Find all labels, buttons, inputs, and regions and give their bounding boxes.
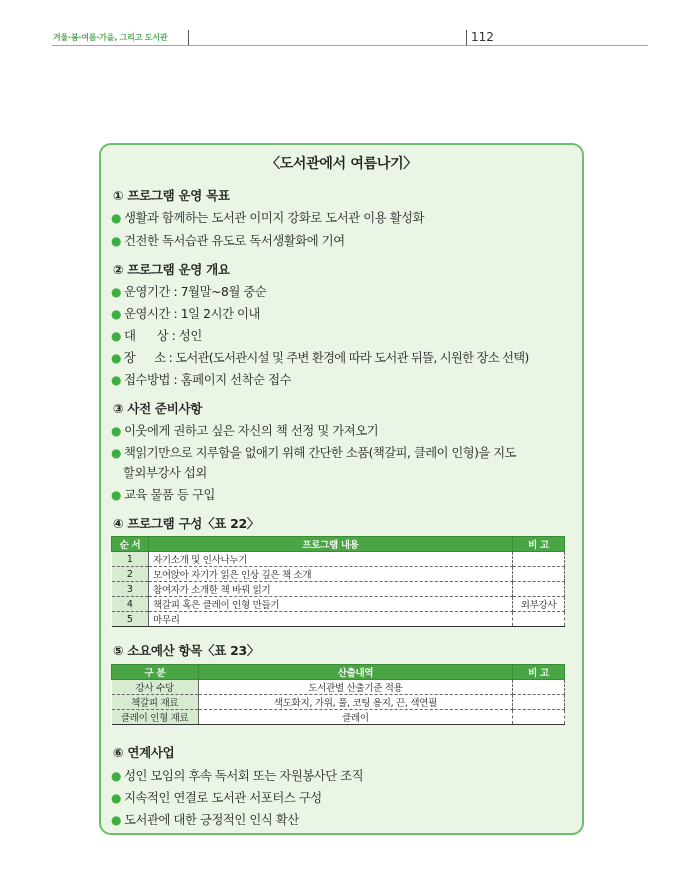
header-divider [188, 30, 189, 46]
table-row [112, 612, 565, 627]
list-item: ● 도서관에 대한 긍정적인 인식 확산 [111, 813, 299, 827]
list-item: ● 대 상 : 성인 [111, 329, 202, 343]
program-table [111, 536, 565, 627]
list-item: ● 장 소 : 도서관(도서관시설 및 주변 환경에 따라 도서관 뒤뜰, 시원한 장소 선택) [111, 351, 529, 365]
table-cell: 강사 수당 [112, 680, 199, 695]
table-header: 비 고 [513, 537, 565, 552]
table-cell: 2 [112, 567, 149, 582]
bullet-icon: ● [111, 329, 122, 343]
table-row [112, 597, 565, 612]
table-row [112, 582, 565, 597]
table-header: 구 분 [112, 665, 199, 680]
table-cell: 책갈피 혹은 클레이 인형 만들기 [148, 597, 512, 612]
table-cell: 4 [112, 597, 149, 612]
table-header-row [112, 537, 565, 552]
table-cell: 1 [112, 552, 149, 567]
bullet-icon: ● [111, 234, 122, 248]
box-title: 〈도서관에서 여름나기〉 [266, 156, 417, 172]
list-item: ● 성인 모임의 후속 독서회 또는 자원봉사단 조직 [111, 769, 364, 783]
section-heading-preparation: ③ 사전 준비사항 [113, 401, 203, 416]
bullet-icon: ● [111, 373, 122, 387]
list-item: ● 교육 물품 등 구입 [111, 488, 215, 502]
table-header-row [112, 665, 565, 680]
budget-table [111, 664, 565, 725]
list-item: ● 이웃에게 권하고 싶은 자신의 책 선정 및 가져오기 [111, 424, 379, 438]
table-cell: 클레이 인형 재료 [112, 710, 199, 725]
table-row [112, 695, 565, 710]
table-cell: 5 [112, 612, 149, 627]
table-cell: 3 [112, 582, 149, 597]
section-heading-linked: ⑥ 연계사업 [113, 745, 175, 760]
table-cell [513, 612, 565, 627]
list-item: ● 운영시간 : 1일 2시간 이내 [111, 307, 261, 321]
section-heading-goal: ① 프로그램 운영 목표 [113, 188, 230, 203]
section-heading-budget: ⑤ 소요예산 항목〈표 23〉 [113, 643, 260, 658]
table-header: 비 고 [513, 665, 565, 680]
list-item: ● 책읽기만으로 지루함을 없애기 위해 간단한 소품(책갈피, 클레이 인형)을 지도 [111, 446, 517, 460]
section-heading-overview: ② 프로그램 운영 개요 [113, 262, 230, 277]
bullet-icon: ● [111, 769, 122, 783]
bullet-icon: ● [111, 307, 122, 321]
table-row [112, 567, 565, 582]
bullet-icon: ● [111, 791, 122, 805]
table-cell [513, 695, 565, 710]
table-cell: 모여앉아 자기가 읽은 인상 깊은 책 소개 [148, 567, 512, 582]
program-box [99, 143, 584, 835]
bullet-icon: ● [111, 424, 122, 438]
table-header: 순 서 [112, 537, 149, 552]
table-cell: 도서관별 산출기준 적용 [198, 680, 512, 695]
list-item: ● 접수방법 : 홈페이지 선착순 접수 [111, 373, 292, 387]
bullet-icon: ● [111, 351, 121, 365]
table-cell [513, 710, 565, 725]
list-item: ● 건전한 독서습관 유도로 독서생활화에 기여 [111, 234, 345, 248]
bullet-icon: ● [111, 285, 122, 299]
list-item: ● 운영기간 : 7월말~8월 중순 [111, 285, 267, 299]
bullet-icon: ● [111, 488, 122, 502]
table-cell [513, 552, 565, 567]
table-cell: 마무리 [148, 612, 512, 627]
table-header: 프로그램 내용 [148, 537, 512, 552]
page-number: 112 [471, 30, 494, 44]
table-cell [513, 567, 565, 582]
table-cell: 참여자가 소개한 책 바꿔 읽기 [148, 582, 512, 597]
table-cell: 색도화지, 가위, 풀, 코팅 용지, 끈, 색연필 [198, 695, 512, 710]
table-cell: 외부강사 [513, 597, 565, 612]
bullet-icon: ● [111, 813, 122, 827]
table-row [112, 710, 565, 725]
table-cell [513, 582, 565, 597]
header-divider [466, 30, 467, 46]
page-header [52, 30, 648, 48]
bullet-icon: ● [111, 446, 121, 460]
table-header: 산출내역 [198, 665, 512, 680]
header-rule [52, 45, 648, 46]
table-cell: 책갈피 재료 [112, 695, 199, 710]
table-row [112, 552, 565, 567]
table-cell [513, 680, 565, 695]
list-item-continuation: 할외부강사 섭외 [123, 466, 207, 480]
table-cell: 자기소개 및 인사나누기 [148, 552, 512, 567]
running-title: 겨울·봄·여름·가을, 그리고 도서관 [53, 33, 168, 42]
bullet-icon: ● [111, 211, 122, 225]
list-item: ● 생활과 함께하는 도서관 이미지 강화로 도서관 이용 활성화 [111, 211, 425, 225]
section-heading-composition: ④ 프로그램 구성〈표 22〉 [113, 516, 260, 531]
table-row [112, 680, 565, 695]
list-item: ● 지속적인 연결로 도서관 서포터스 구성 [111, 791, 322, 805]
table-cell: 클레이 [198, 710, 512, 725]
